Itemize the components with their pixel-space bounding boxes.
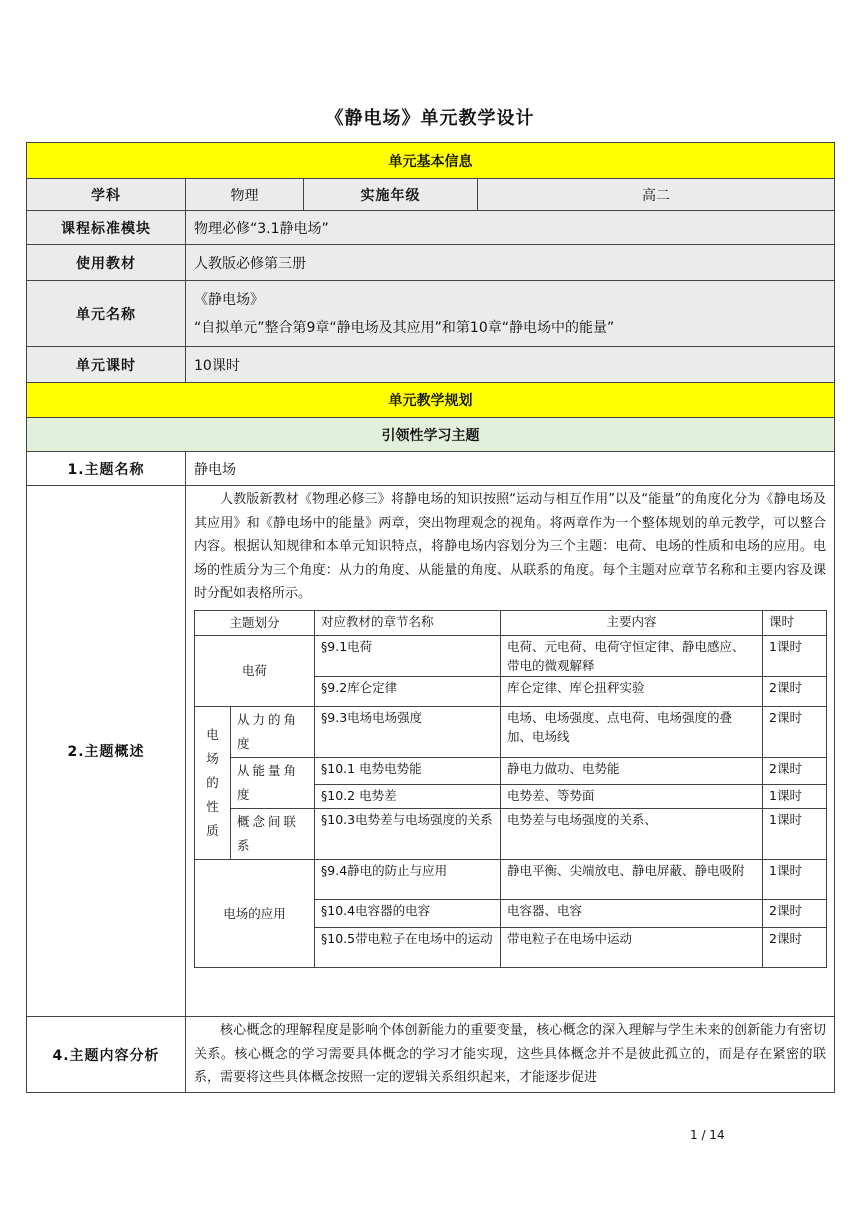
hours-cell: 1课时 — [763, 785, 827, 808]
unit-design-table — [26, 142, 835, 1093]
content-cell: 电势差、等势面 — [501, 785, 763, 808]
content-cell: 静电平衡、尖端放电、静电屏蔽、静电吸附 — [501, 859, 763, 899]
hours-cell: 1课时 — [763, 808, 827, 859]
module-value: 物理必修“3.1静电场” — [186, 211, 835, 245]
grade-value: 高二 — [478, 179, 835, 211]
col-header-content: 主要内容 — [501, 610, 763, 635]
col-header-hours: 课时 — [763, 610, 827, 635]
chapter-cell: §10.1 电势电势能 — [315, 757, 501, 785]
group-field-nature — [195, 706, 231, 859]
chapter-cell: §10.3电势差与电场强度的关系 — [315, 808, 501, 859]
content-cell: 电荷、元电荷、电荷守恒定律、静电感应、带电的微观解释 — [501, 635, 763, 676]
textbook-label: 使用教材 — [27, 245, 186, 281]
unit-name-label: 单元名称 — [27, 281, 186, 347]
analysis-cell — [186, 1017, 835, 1093]
col-header-division: 主题划分 — [195, 610, 315, 635]
overview-cell — [186, 486, 835, 1017]
content-cell: 库仑定律、库仑扭秤实验 — [501, 676, 763, 706]
unit-name-value — [186, 281, 835, 347]
hours-label: 单元课时 — [27, 347, 186, 383]
chapter-cell: §10.5带电粒子在电场中的运动 — [315, 927, 501, 967]
hours-cell: 2课时 — [763, 676, 827, 706]
hours-cell: 1课时 — [763, 859, 827, 899]
topic-name-value: 静电场 — [186, 452, 835, 486]
unit-name-line1: 《静电场》 — [194, 291, 264, 308]
hours-value: 10课时 — [186, 347, 835, 383]
hours-cell: 2课时 — [763, 757, 827, 785]
topic-division-table — [194, 610, 827, 968]
group-charge: 电荷 — [195, 635, 315, 706]
content-cell: 电场、电场强度、点电荷、电场强度的叠加、电场线 — [501, 706, 763, 757]
grade-label: 实施年级 — [304, 179, 478, 211]
module-label: 课程标准模块 — [27, 211, 186, 245]
sub-relation: 概念间联系 — [231, 808, 315, 859]
section-header-learning-theme: 引领性学习主题 — [27, 418, 835, 452]
overview-paragraph: 人教版新教材《物理必修三》将静电场的知识按照“运动与相互作用”以及“能量”的角度化分为《静电场及其应用》和《静电场中的能量》两章，突出物理观念的视角。将两章作为一个整体规划的单元教学，可以整合内容。根据认知规律和本单元知识特点，将静电场内容划分为三个主题：电荷、电场的性质和电场的应用。电场的性质分为三个角度：从力的角度、从能量的角度、从联系的角度。每个主题对应章节名称和主要内容及课时分配如表格所示。 — [194, 492, 826, 601]
section-header-teaching-plan: 单元教学规划 — [27, 383, 835, 418]
chapter-cell: §9.2库仑定律 — [315, 676, 501, 706]
chapter-cell: §9.3电场电场强度 — [315, 706, 501, 757]
col-header-chapter: 对应教材的章节名称 — [315, 610, 501, 635]
unit-name-line2: “自拟单元”整合第9章“静电场及其应用”和第10章“静电场中的能量” — [194, 319, 615, 336]
document-title: 《静电场》单元教学设计 — [325, 108, 535, 129]
chapter-cell: §10.2 电势差 — [315, 785, 501, 808]
group-field-app: 电场的应用 — [195, 859, 315, 967]
chapter-cell: §9.4静电的防止与应用 — [315, 859, 501, 899]
overview-label: 2.主题概述 — [27, 486, 186, 1017]
sub-energy: 从能量角度 — [231, 757, 315, 808]
topic-name-label: 1.主题名称 — [27, 452, 186, 486]
content-cell: 静电力做功、电势能 — [501, 757, 763, 785]
hours-cell: 2课时 — [763, 706, 827, 757]
textbook-value: 人教版必修第三册 — [186, 245, 835, 281]
group-field-nature-label: 电场的性质 — [206, 726, 219, 838]
hours-cell: 2课时 — [763, 927, 827, 967]
subject-value: 物理 — [186, 179, 304, 211]
subject-label: 学科 — [27, 179, 186, 211]
chapter-cell: §9.1电荷 — [315, 635, 501, 676]
content-cell: 电容器、电容 — [501, 899, 763, 927]
chapter-cell: §10.4电容器的电容 — [315, 899, 501, 927]
analysis-label: 4.主题内容分析 — [27, 1017, 186, 1093]
section-header-basic-info: 单元基本信息 — [27, 143, 835, 179]
hours-cell: 1课时 — [763, 635, 827, 676]
page-number: 1 / 14 — [690, 1128, 725, 1142]
hours-cell: 2课时 — [763, 899, 827, 927]
sub-force: 从力的角度 — [231, 706, 315, 757]
content-cell: 带电粒子在电场中运动 — [501, 927, 763, 967]
analysis-paragraph: 核心概念的理解程度是影响个体创新能力的重要变量，核心概念的深入理解与学生未来的创新能力有密切关系。核心概念的学习需要具体概念的学习才能实现，这些具体概念并不是彼此孤立的，而是存在紧密的联系，需要将这些具体概念按照一定的逻辑关系组织起来，才能逐步促进 — [194, 1023, 826, 1085]
content-cell: 电势差与电场强度的关系、 — [501, 808, 763, 859]
